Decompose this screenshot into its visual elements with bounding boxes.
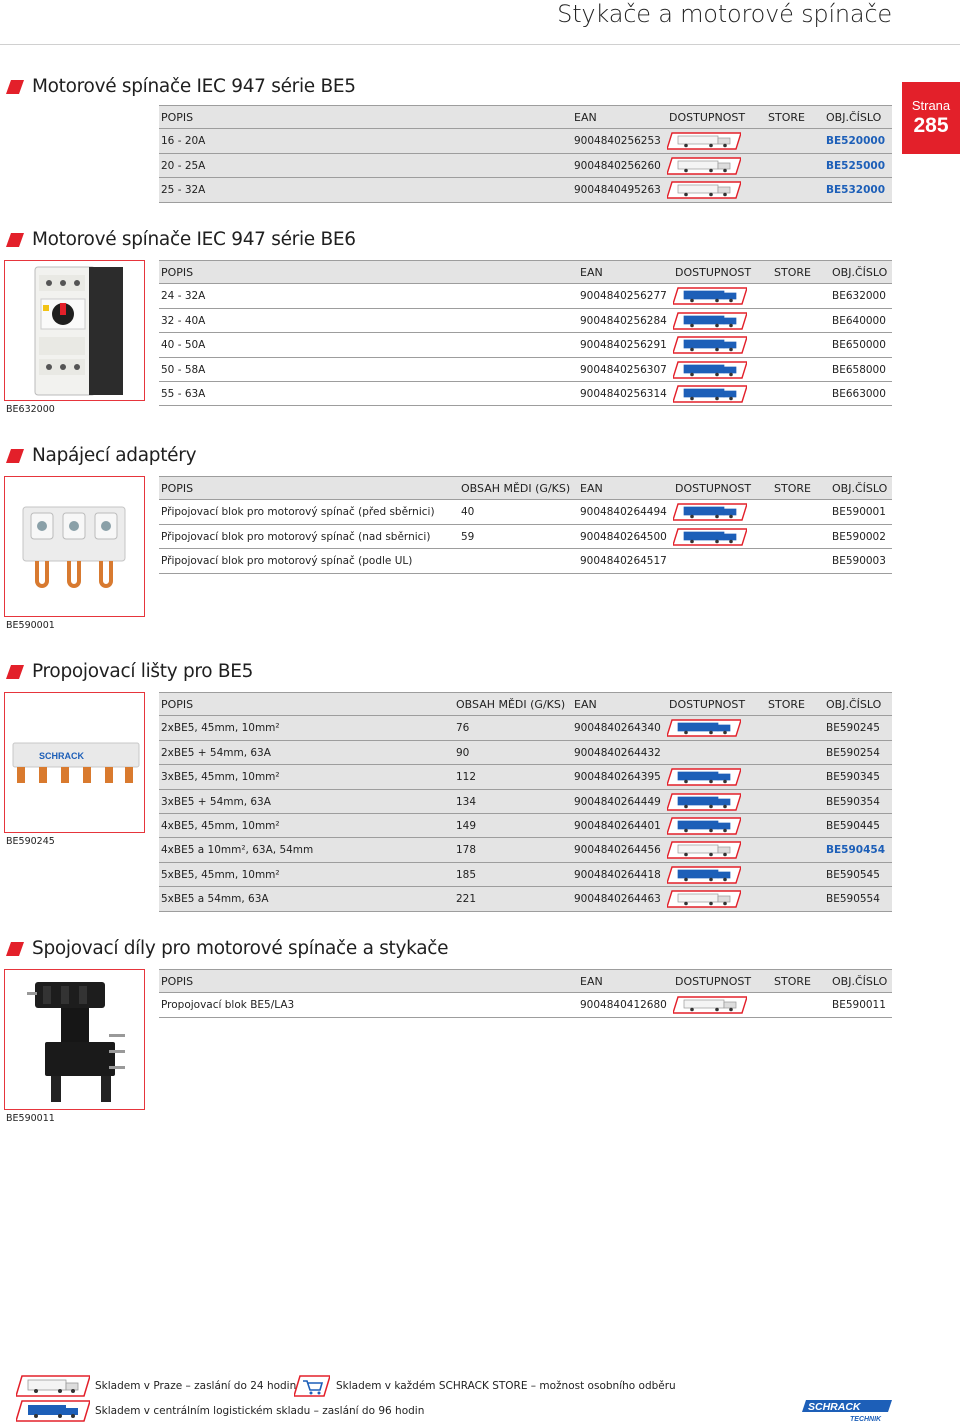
- cell-popis: 2xBE5, 45mm, 10mm²: [161, 722, 280, 735]
- cell-ean: 9004840412680: [580, 999, 667, 1012]
- table-row: [159, 838, 892, 862]
- busbar-brand-label: SCHRACK: [39, 751, 84, 761]
- section-marker-icon: [6, 449, 24, 463]
- section-title: Spojovací díly pro motorové spínače a stykače: [32, 938, 449, 959]
- legend-96h: Skladem v centrálním logistickém skladu – zaslání do 96 hodin: [95, 1405, 425, 1417]
- delivery-truck-96h-icon: [673, 385, 747, 403]
- product-table-adapters: [159, 476, 892, 574]
- table-row: [159, 178, 892, 202]
- table-row: [159, 741, 892, 765]
- brand-name: SCHRACK: [808, 1401, 861, 1413]
- cell-popis: 5xBE5 a 54mm, 63A: [161, 893, 269, 906]
- cell-obj[interactable]: BE590354: [826, 795, 880, 808]
- cell-popis: 32 - 40A: [161, 314, 206, 327]
- cell-ean: 9004840264517: [580, 555, 667, 568]
- column-header-obsah: OBSAH MĚDI (G/KS): [456, 698, 566, 711]
- column-header-obj: OBJ.ČÍSLO: [826, 111, 882, 124]
- cell-popis: 40 - 50A: [161, 339, 206, 352]
- cell-popis: 2xBE5 + 54mm, 63A: [161, 746, 271, 759]
- table-row: [159, 358, 892, 382]
- column-header-ean: EAN: [580, 266, 603, 279]
- table-row: [159, 863, 892, 887]
- cell-obj[interactable]: BE520000: [826, 135, 886, 148]
- page-number-label: Strana: [911, 98, 951, 113]
- section-marker-icon: [6, 665, 24, 679]
- delivery-truck-96h-icon: [673, 287, 747, 305]
- column-header-popis: POPIS: [161, 975, 194, 988]
- product-image-busbar: [4, 692, 145, 833]
- image-caption: BE590011: [6, 1113, 55, 1124]
- cell-ean: 9004840264449: [574, 795, 661, 808]
- table-row: [159, 309, 892, 333]
- cell-popis: Propojovací blok BE5/LA3: [161, 999, 295, 1012]
- delivery-truck-96h-icon: [673, 361, 747, 379]
- schrack-logo: [800, 1398, 892, 1422]
- cell-popis: 3xBE5 + 54mm, 63A: [161, 795, 271, 808]
- cell-obj[interactable]: BE590245: [826, 722, 880, 735]
- section-title: Motorové spínače IEC 947 série BE6: [32, 229, 356, 250]
- column-header-popis: POPIS: [161, 111, 194, 124]
- delivery-truck-96h-icon: [667, 866, 741, 884]
- column-header-obj: OBJ.ČÍSLO: [832, 975, 888, 988]
- section-marker-icon: [6, 942, 24, 956]
- column-header-ean: EAN: [574, 111, 597, 124]
- table-row: [159, 790, 892, 814]
- cell-popis: Připojovací blok pro motorový spínač (nad sběrnici): [161, 530, 431, 543]
- product-table-be5: [159, 105, 892, 203]
- column-header-popis: POPIS: [161, 698, 194, 711]
- column-header-avail: DOSTUPNOST: [669, 698, 746, 711]
- delivery-truck-96h-icon: [667, 817, 741, 835]
- cell-obj[interactable]: BE590011: [832, 999, 886, 1012]
- product-image-adapter: [4, 476, 145, 617]
- delivery-truck-96h-icon: [667, 768, 741, 786]
- product-image-motor-switch: [4, 260, 145, 401]
- product-image-connector: [4, 969, 145, 1110]
- product-table-busbars: [159, 692, 892, 912]
- delivery-truck-96h-icon: [667, 793, 741, 811]
- cell-ean: 9004840256260: [574, 159, 661, 172]
- product-table-be6: [159, 260, 892, 406]
- cell-ean: 9004840256284: [580, 314, 667, 327]
- table-header: [159, 692, 892, 716]
- legend-24h: Skladem v Praze – zaslání do 24 hodin: [95, 1380, 297, 1392]
- cell-popis: Připojovací blok pro motorový spínač (před sběrnici): [161, 506, 435, 519]
- delivery-truck-24h-icon: [667, 132, 741, 150]
- table-row: [159, 814, 892, 838]
- cell-obj[interactable]: BE663000: [832, 387, 886, 400]
- delivery-truck-96h-icon: [16, 1400, 90, 1422]
- table-row: [159, 129, 892, 153]
- cell-popis: 4xBE5, 45mm, 10mm²: [161, 819, 280, 832]
- cell-ean: 9004840264494: [580, 506, 667, 519]
- table-row: [159, 500, 892, 524]
- cell-ean: 9004840256314: [580, 387, 667, 400]
- cell-obsah: 134: [456, 795, 477, 808]
- column-header-ean: EAN: [580, 975, 603, 988]
- cell-ean: 9004840264340: [574, 722, 661, 735]
- cell-ean: 9004840256277: [580, 290, 667, 303]
- column-header-store: STORE: [768, 111, 805, 124]
- cell-popis: Připojovací blok pro motorový spínač (podle UL): [161, 555, 413, 568]
- column-header-avail: DOSTUPNOST: [669, 111, 746, 124]
- section-heading-busbars: [6, 661, 253, 682]
- table-header: [159, 260, 892, 284]
- delivery-truck-96h-icon: [673, 312, 747, 330]
- cell-ean: 9004840256253: [574, 135, 661, 148]
- cell-ean: 9004840264456: [574, 844, 661, 857]
- table-header: [159, 476, 892, 500]
- cell-obj[interactable]: BE632000: [832, 290, 886, 303]
- cell-ean: 9004840256307: [580, 363, 667, 376]
- delivery-truck-96h-icon: [667, 719, 741, 737]
- cell-ean: 9004840264401: [574, 819, 661, 832]
- table-row: [159, 525, 892, 549]
- cell-obj[interactable]: BE658000: [832, 363, 886, 376]
- column-header-avail: DOSTUPNOST: [675, 482, 752, 495]
- column-header-store: STORE: [774, 975, 811, 988]
- cell-ean: 9004840264500: [580, 530, 667, 543]
- cell-obj[interactable]: BE590545: [826, 868, 880, 881]
- delivery-truck-96h-icon: [673, 336, 747, 354]
- cell-obsah: 76: [456, 722, 470, 735]
- table-header: [159, 969, 892, 993]
- cell-obj[interactable]: BE590445: [826, 819, 880, 832]
- adapter-illustration: [5, 477, 145, 617]
- column-header-avail: DOSTUPNOST: [675, 975, 752, 988]
- section-heading-be5: [6, 76, 356, 97]
- table-row: [159, 549, 892, 573]
- connector-illustration: [5, 970, 145, 1110]
- page-number-badge: [902, 82, 960, 154]
- cell-ean: 9004840264418: [574, 868, 661, 881]
- cell-obj[interactable]: BE590001: [832, 506, 886, 519]
- column-header-ean: EAN: [574, 698, 597, 711]
- table-row: [159, 993, 892, 1017]
- table-row: [159, 765, 892, 789]
- section-heading-adapters: [6, 445, 196, 466]
- section-title: Propojovací lišty pro BE5: [32, 661, 254, 682]
- cell-obsah: 90: [456, 746, 470, 759]
- column-header-obj: OBJ.ČÍSLO: [832, 266, 888, 279]
- image-caption: BE590245: [6, 836, 55, 847]
- cell-popis: 16 - 20A: [161, 135, 206, 148]
- table-row: [159, 716, 892, 740]
- column-header-store: STORE: [774, 266, 811, 279]
- table-row: [159, 154, 892, 178]
- table-row: [159, 333, 892, 357]
- column-header-obj: OBJ.ČÍSLO: [832, 482, 888, 495]
- cell-obsah: 40: [461, 506, 475, 519]
- cell-popis: 3xBE5, 45mm, 10mm²: [161, 771, 280, 784]
- legend-store: Skladem v každém SCHRACK STORE – možnost osobního odběru: [336, 1380, 676, 1392]
- cell-popis: 5xBE5, 45mm, 10mm²: [161, 868, 280, 881]
- cell-obsah: 178: [456, 844, 477, 857]
- cell-obj[interactable]: BE590554: [826, 893, 880, 906]
- page-title: Stykače a motorové spínače: [557, 0, 892, 28]
- column-header-popis: POPIS: [161, 482, 194, 495]
- cell-ean: 9004840264463: [574, 893, 661, 906]
- table-row: [159, 382, 892, 406]
- delivery-truck-96h-icon: [673, 528, 747, 546]
- cell-popis: 4xBE5 a 10mm², 63A, 54mm: [161, 844, 314, 857]
- cell-ean: 9004840256291: [580, 339, 667, 352]
- cell-ean: 9004840495263: [574, 184, 661, 197]
- cell-obsah: 112: [456, 771, 477, 784]
- cell-obsah: 185: [456, 868, 477, 881]
- store-cart-icon: [294, 1375, 330, 1397]
- delivery-truck-24h-icon: [667, 890, 741, 908]
- cell-obj[interactable]: BE525000: [826, 159, 886, 172]
- product-table-connectors: [159, 969, 892, 1018]
- cell-obsah: 221: [456, 893, 477, 906]
- column-header-obj: OBJ.ČÍSLO: [826, 698, 882, 711]
- cell-obj[interactable]: BE590254: [826, 746, 880, 759]
- cell-popis: 25 - 32A: [161, 184, 206, 197]
- motor-switch-illustration: [5, 261, 145, 401]
- table-header: [159, 105, 892, 129]
- cell-obsah: 149: [456, 819, 477, 832]
- cell-ean: 9004840264432: [574, 746, 661, 759]
- cell-obj[interactable]: BE590454: [826, 844, 886, 857]
- table-row: [159, 887, 892, 911]
- cell-popis: 20 - 25A: [161, 159, 206, 172]
- cell-popis: 50 - 58A: [161, 363, 206, 376]
- column-header-ean: EAN: [580, 482, 603, 495]
- section-title: Motorové spínače IEC 947 série BE5: [32, 76, 356, 97]
- column-header-obsah: OBSAH MĚDI (G/KS): [461, 482, 571, 495]
- cell-obj[interactable]: BE650000: [832, 339, 886, 352]
- cell-popis: 55 - 63A: [161, 387, 206, 400]
- cell-obj[interactable]: BE590002: [832, 530, 886, 543]
- busbar-illustration: [5, 693, 145, 833]
- cell-obj[interactable]: BE590345: [826, 771, 880, 784]
- cell-popis: 24 - 32A: [161, 290, 206, 303]
- cell-obj[interactable]: BE532000: [826, 184, 886, 197]
- column-header-store: STORE: [768, 698, 805, 711]
- column-header-avail: DOSTUPNOST: [675, 266, 752, 279]
- section-marker-icon: [6, 233, 24, 247]
- header-divider: [0, 44, 960, 45]
- column-header-store: STORE: [774, 482, 811, 495]
- delivery-truck-24h-icon: [667, 841, 741, 859]
- image-caption: BE590001: [6, 620, 55, 631]
- delivery-truck-24h-icon: [667, 157, 741, 175]
- section-marker-icon: [6, 80, 24, 94]
- delivery-truck-24h-icon: [673, 996, 747, 1014]
- cell-obsah: 59: [461, 530, 475, 543]
- image-caption: BE632000: [6, 404, 55, 415]
- column-header-popis: POPIS: [161, 266, 194, 279]
- cell-ean: 9004840264395: [574, 771, 661, 784]
- section-title: Napájecí adaptéry: [32, 445, 197, 466]
- delivery-truck-24h-icon: [667, 181, 741, 199]
- cell-obj[interactable]: BE590003: [832, 555, 886, 568]
- section-heading-be6: [6, 229, 356, 250]
- delivery-truck-96h-icon: [673, 503, 747, 521]
- page-number: 285: [913, 114, 949, 137]
- table-row: [159, 284, 892, 308]
- section-heading-connectors: [6, 938, 448, 959]
- brand-tagline: TECHNIK: [850, 1416, 882, 1422]
- delivery-truck-24h-icon: [16, 1375, 90, 1397]
- cell-obj[interactable]: BE640000: [832, 314, 886, 327]
